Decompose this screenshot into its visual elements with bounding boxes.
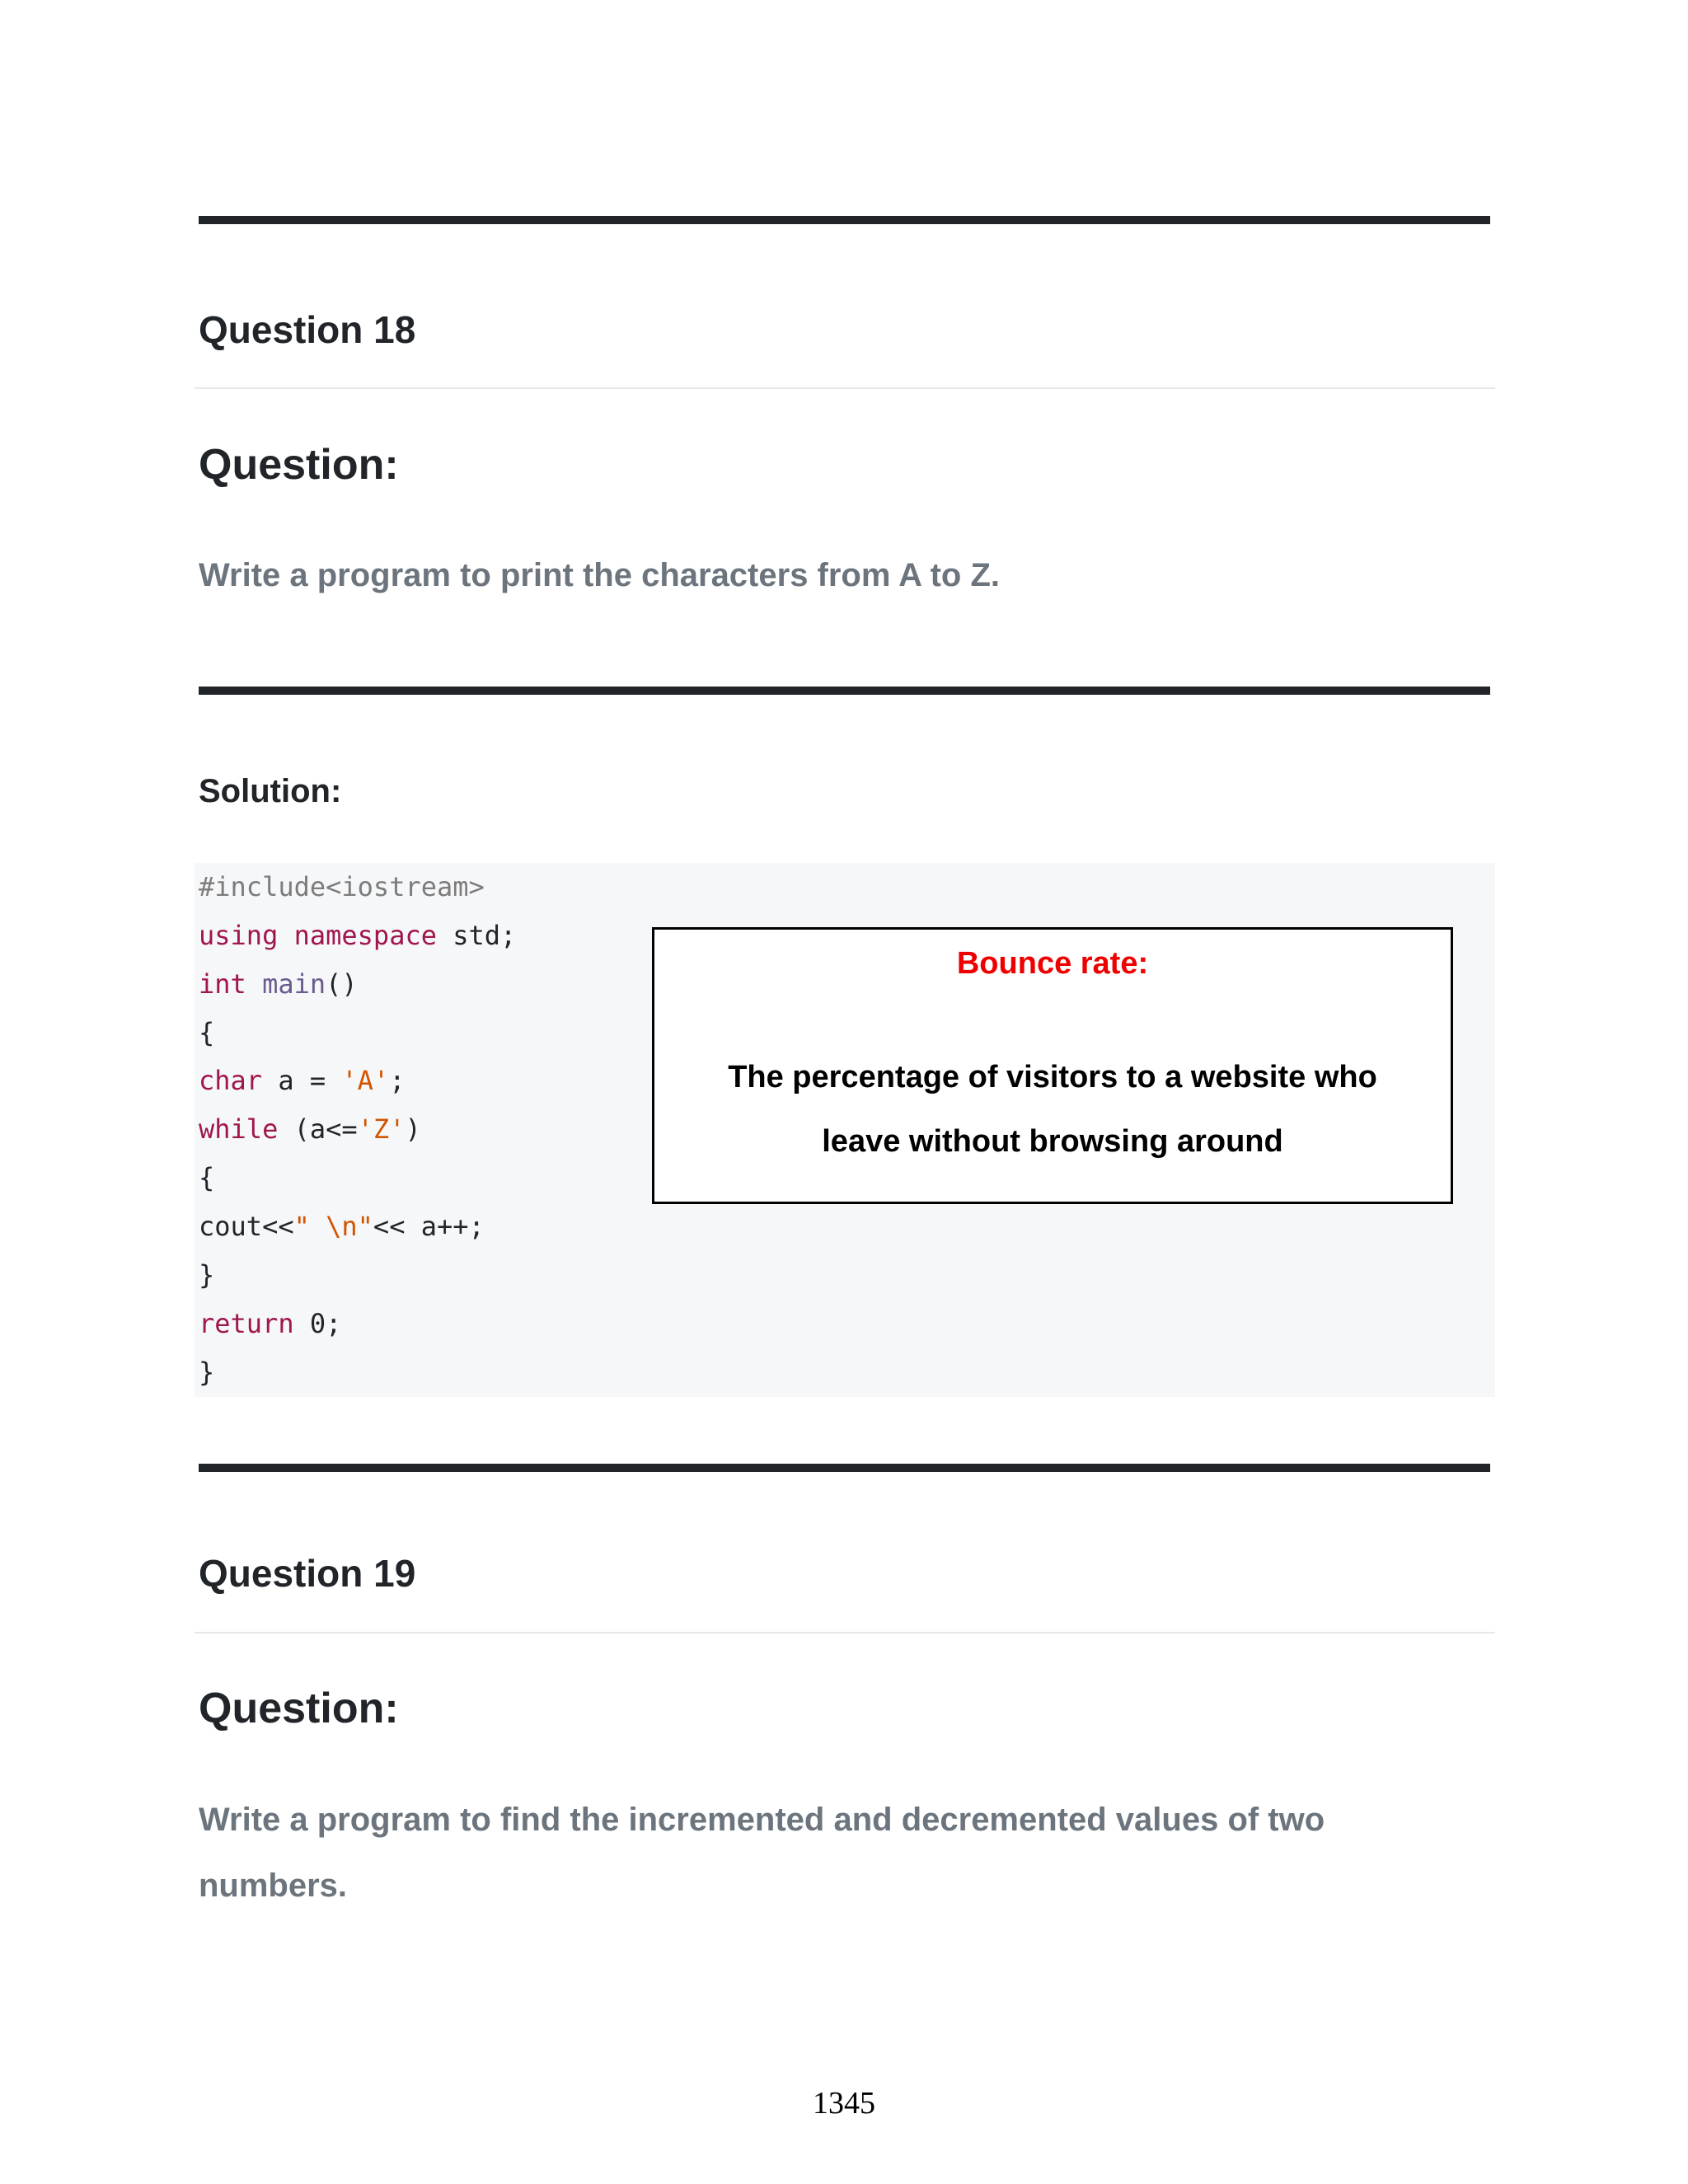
page-number: 1345 — [813, 2086, 875, 2121]
code-line: #include<iostream> — [199, 871, 485, 902]
section-divider — [199, 216, 1490, 224]
code-line: { — [199, 1162, 215, 1193]
code-line: using namespace std; — [199, 920, 517, 951]
solution-label: Solution: — [199, 773, 342, 809]
callout-body — [654, 1045, 1451, 1174]
question-18-heading: Question 18 — [199, 308, 416, 351]
code-line: int main() — [199, 968, 358, 1000]
callout-body-line: The percentage of visitors to a website who — [728, 1060, 1377, 1094]
question-18-label: Question: — [199, 441, 399, 489]
code-line: } — [199, 1357, 215, 1388]
heading-underline — [195, 387, 1495, 389]
code-line: return 0; — [199, 1308, 342, 1339]
question-19-heading: Question 19 — [199, 1552, 416, 1595]
heading-underline — [195, 1632, 1495, 1633]
section-divider — [199, 687, 1490, 695]
callout-title: Bounce rate: — [956, 946, 1149, 981]
question-19-label: Question: — [199, 1685, 399, 1732]
code-line: cout<<" \n"<< a++; — [199, 1211, 485, 1242]
code-line: while (a<='Z') — [199, 1113, 421, 1145]
code-line: } — [199, 1259, 215, 1291]
code-line: char a = 'A'; — [199, 1065, 406, 1096]
callout-body-line: leave without browsing around — [822, 1124, 1283, 1159]
question-18-text: Write a program to print the characters from A to Z. — [199, 557, 1000, 593]
definition-callout-box — [652, 927, 1453, 1204]
question-19-text: Write a program to find the incremented and decremented values of two numbers. — [199, 1802, 1325, 1904]
code-line: { — [199, 1017, 215, 1048]
section-divider — [199, 1464, 1490, 1472]
